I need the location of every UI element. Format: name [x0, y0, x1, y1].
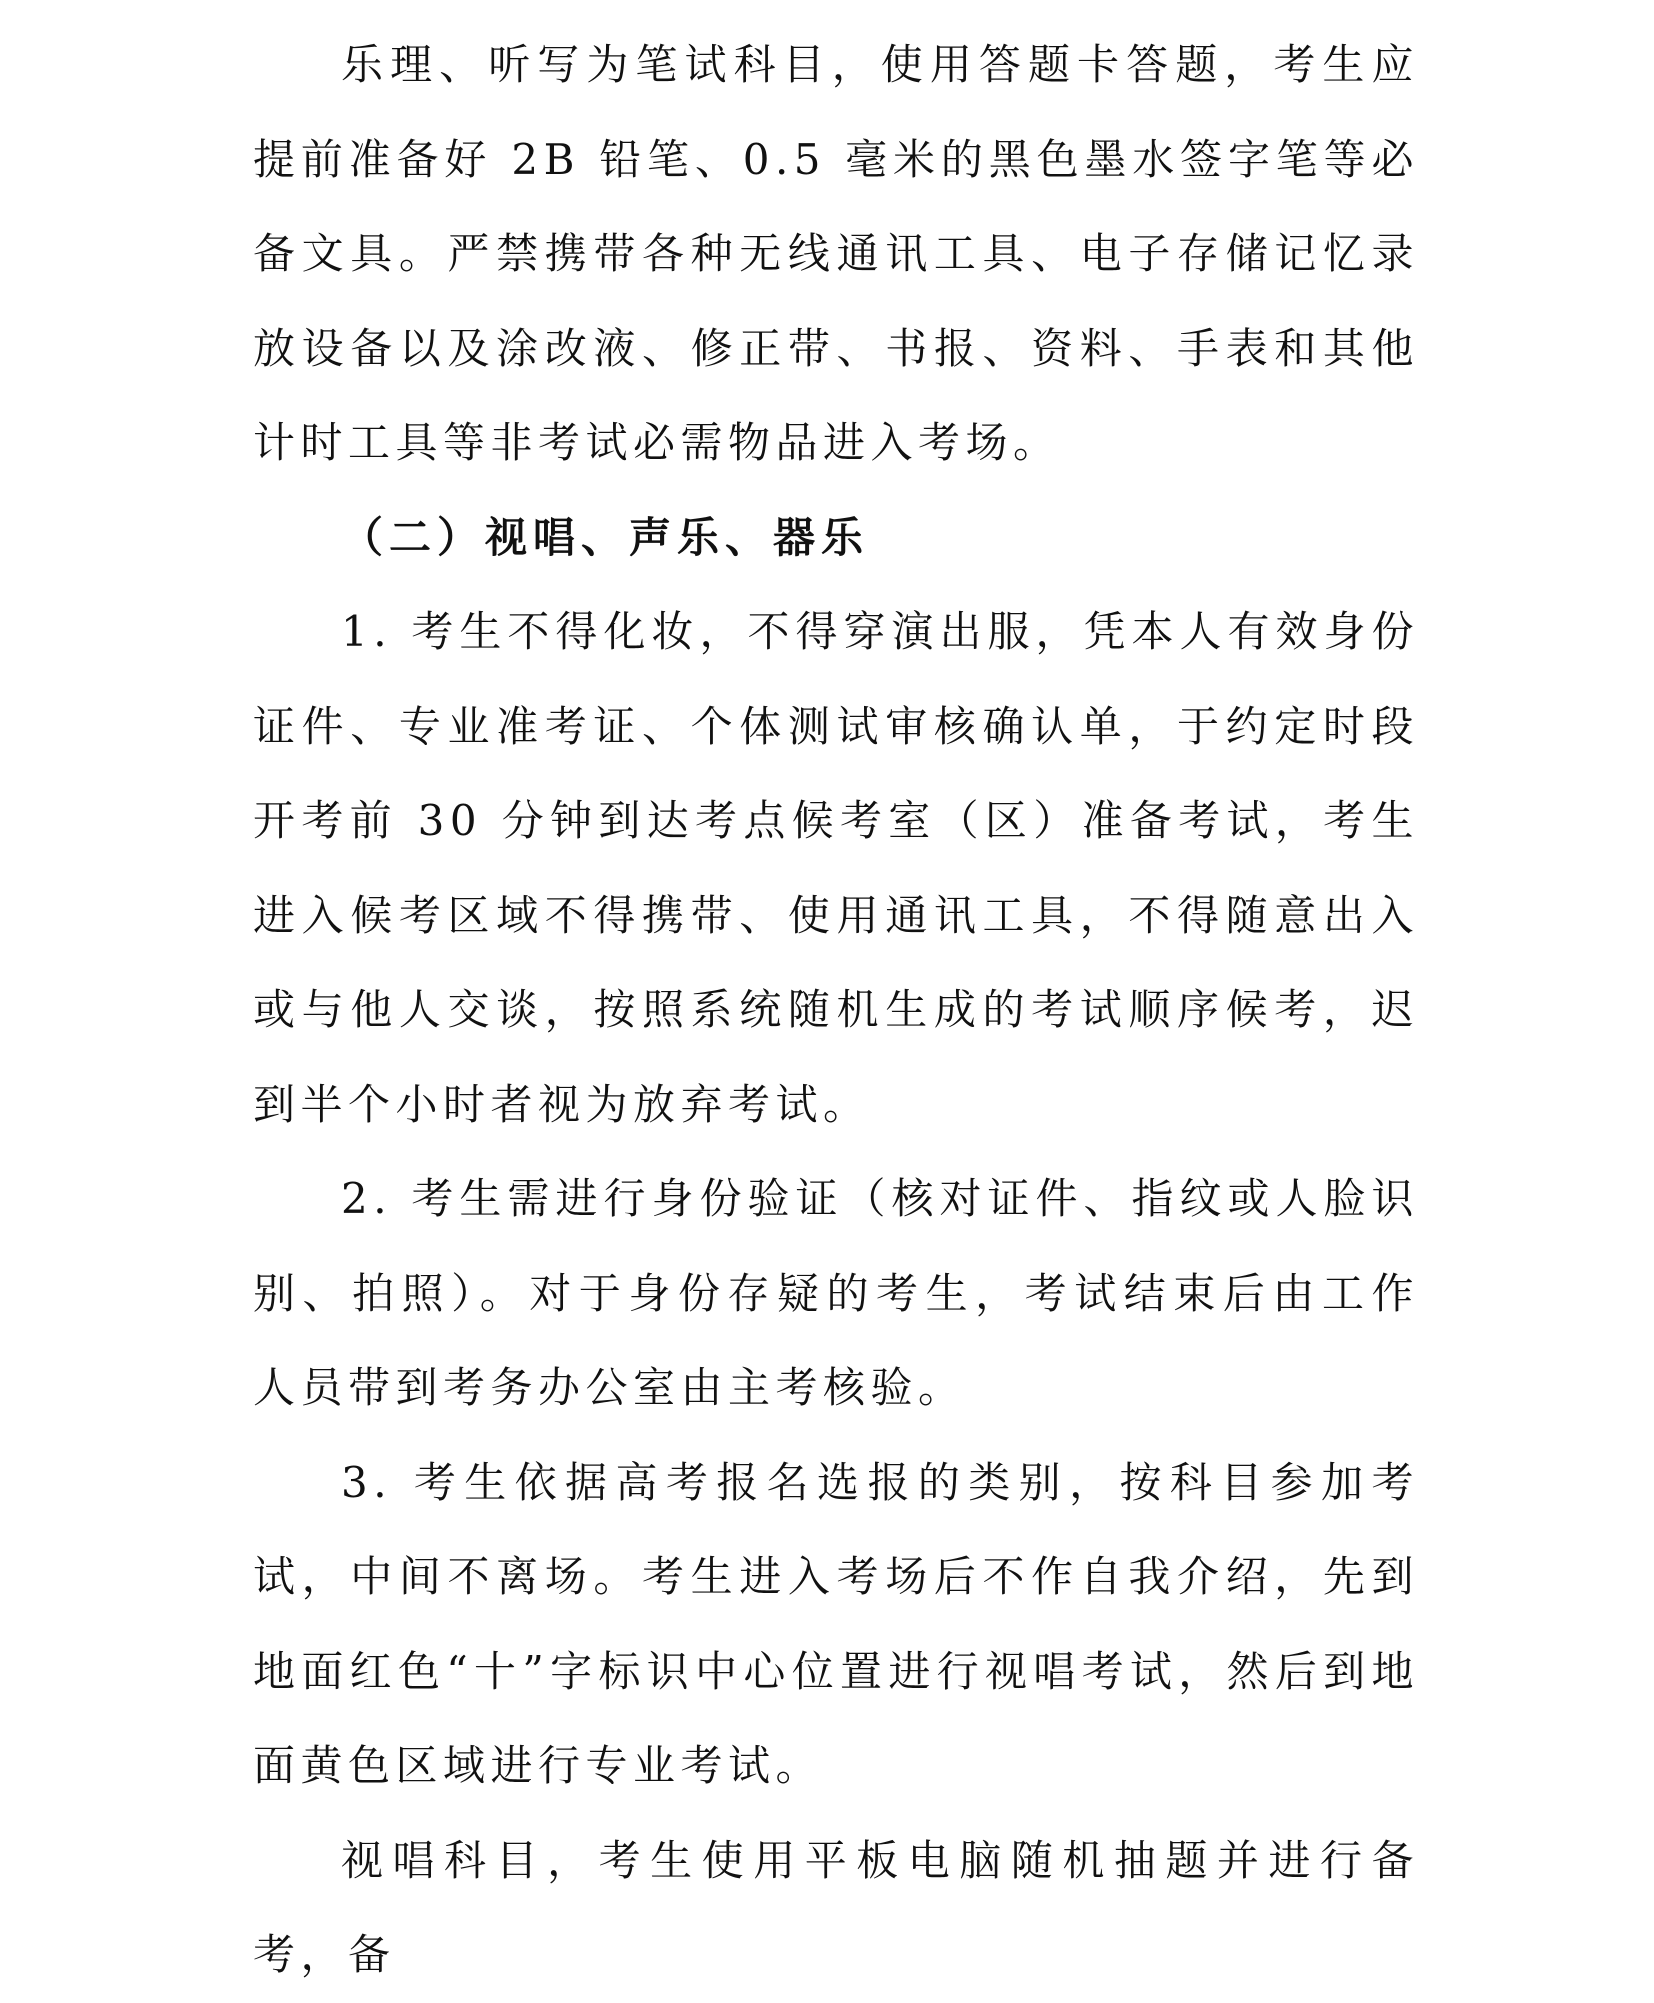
- paragraph-sight-singing-subject: 视唱科目，考生使用平板电脑随机抽题并进行备考，备: [253, 1835, 1419, 1979]
- document-body: [253, 18, 1419, 2003]
- paragraph-rule-1: 1. 考生不得化妆，不得穿演出服，凭本人有效身份证件、专业准考证、个体测试审核确认单，于约定时段开考前 30 分钟到达考点候考室（区）准备考试，考生进入候考区域不得携带、使用通讯工具，不得随意出入或与他人交谈，按照系统随机生成的考试顺序候考，迟到半个小时者视为放弃考试。: [253, 607, 1419, 1129]
- section-heading-sight-singing: （二）视唱、声乐、器乐: [341, 512, 870, 562]
- paragraph-written-exam-rules: 乐理、听写为笔试科目，使用答题卡答题，考生应提前准备好 2B 铅笔、0.5 毫米的黑色墨水签字笔等必备文具。严禁携带各种无线通讯工具、电子存储记忆录放设备以及涂改液、修正带、书报、资料、手表和其他计时工具等非考试必需物品进入考场。: [253, 40, 1419, 467]
- paragraph-rule-2: 2. 考生需进行身份验证（核对证件、指纹或人脸识别、拍照）。对于身份存疑的考生，考试结束后由工作人员带到考务办公室由主考核验。: [253, 1174, 1419, 1412]
- paragraph-rule-3: 3. 考生依据高考报名选报的类别，按科目参加考试，中间不离场。考生进入考场后不作自我介绍，先到地面红色“十”字标识中心位置进行视唱考试，然后到地面黄色区域进行专业考试。: [253, 1457, 1419, 1790]
